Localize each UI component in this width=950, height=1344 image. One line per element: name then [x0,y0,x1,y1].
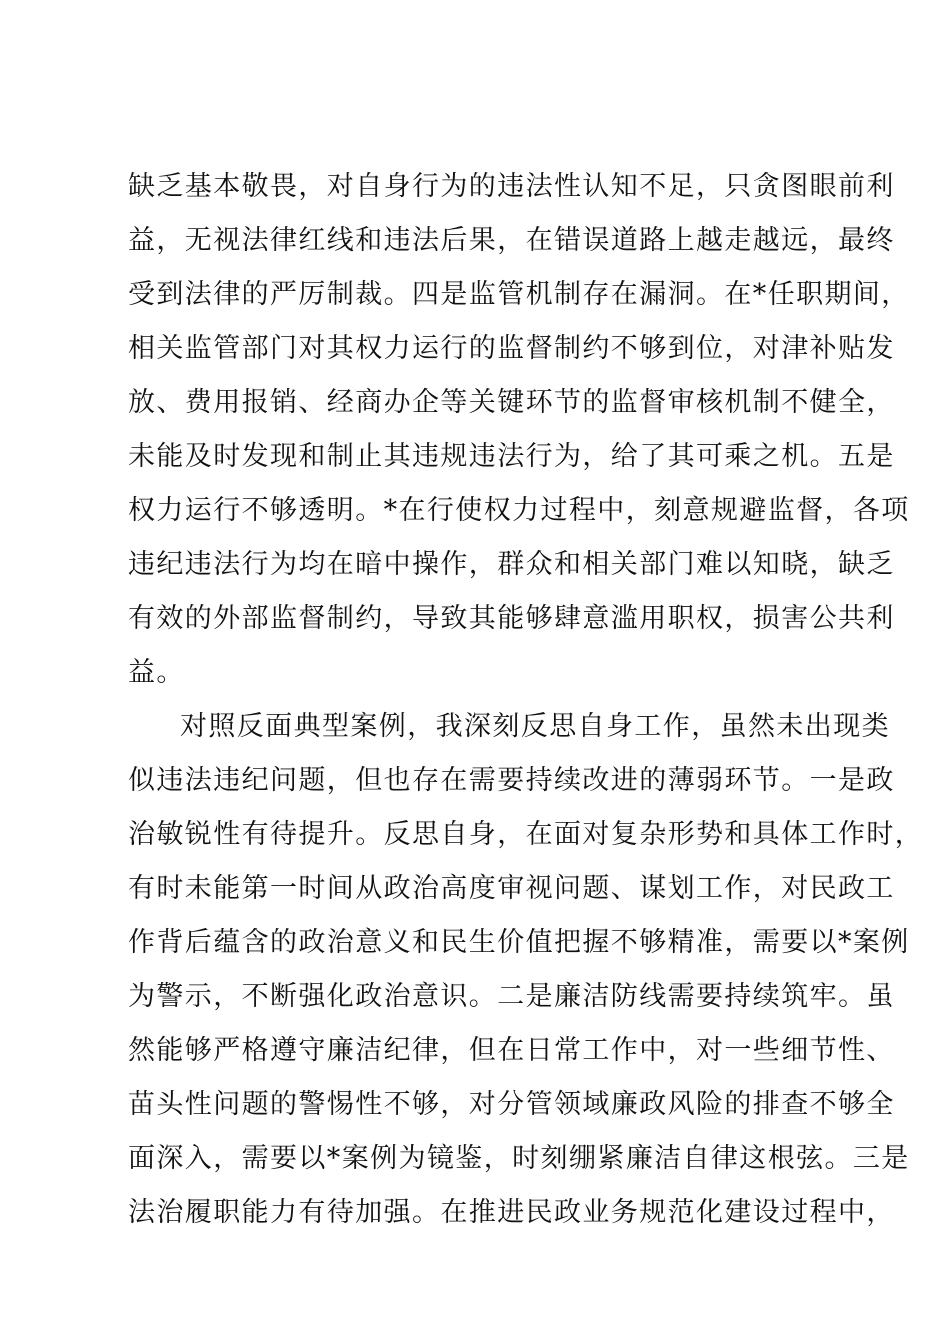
text-line: 对照反面典型案例，我深刻反思自身工作，虽然未出现类 [180,711,890,742]
text-line: 治敏锐性有待提升。反思自身，在面对复杂形势和具体工作时， [128,819,924,850]
text-line: 权力运行不够透明。*在行使权力过程中，刻意规避监督，各项 [128,495,910,526]
text-line: 苗头性问题的警惕性不够，对分管领域廉政风险的排查不够全 [128,1089,895,1120]
text-line: 有时未能第一时间从政治高度审视问题、谋划工作，对民政工 [128,873,895,904]
text-line: 法治履职能力有待加强。在推进民政业务规范化建设过程中， [128,1197,895,1228]
text-line: 似违法违纪问题，但也存在需要持续改进的薄弱环节。一是政 [128,765,895,796]
text-line: 益，无视法律红线和违法后果，在错误道路上越走越远，最终 [128,225,895,256]
text-line: 受到法律的严厉制裁。四是监管机制存在漏洞。在*任职期间， [128,279,910,310]
text-line: 然能够严格遵守廉洁纪律，但在日常工作中，对一些细节性、 [128,1035,895,1066]
text-line: 益。 [128,657,185,688]
text-line: 作背后蕴含的政治意义和民生价值把握不够精准，需要以*案例 [128,927,910,958]
text-line: 缺乏基本敬畏，对自身行为的违法性认知不足，只贪图眼前利 [128,171,895,202]
body-text [128,160,924,1240]
text-line: 违纪违法行为均在暗中操作，群众和相关部门难以知晓，缺乏 [128,549,895,580]
paragraph-2 [128,700,924,1240]
text-line: 未能及时发现和制止其违规违法行为，给了其可乘之机。五是 [128,441,895,472]
text-line: 相关监管部门对其权力运行的监督制约不够到位，对津补贴发 [128,333,895,364]
paragraph-1 [128,160,910,700]
text-line: 为警示，不断强化政治意识。二是廉洁防线需要持续筑牢。虽 [128,981,895,1012]
text-line: 面深入，需要以*案例为镜鉴，时刻绷紧廉洁自律这根弦。三是 [128,1143,910,1174]
text-line: 放、费用报销、经商办企等关键环节的监督审核机制不健全， [128,387,895,418]
text-line: 有效的外部监督制约，导致其能够肆意滥用职权，损害公共利 [128,603,895,634]
